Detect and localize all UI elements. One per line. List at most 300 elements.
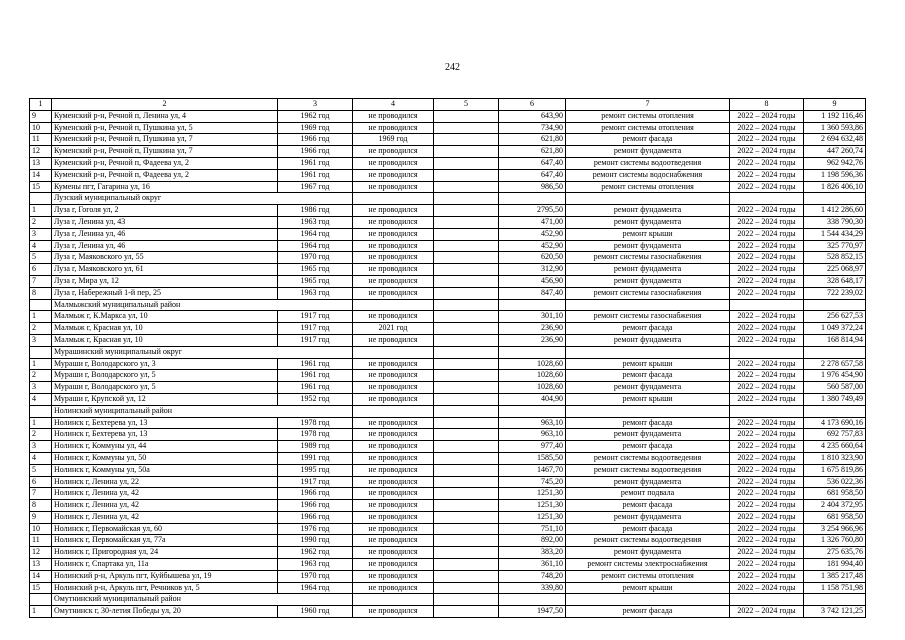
table-row (30, 323, 866, 335)
work-type-cell: ремонт системы отопления (566, 181, 730, 193)
row-number-cell: 3 (30, 441, 52, 453)
cost-cell: 4 173 690,16 (804, 417, 866, 429)
construction-year-cell: 1961 год (278, 370, 353, 382)
construction-year-cell: 1970 год (278, 252, 353, 264)
address-cell: Луза г, Набережный 1-й пер, 25 (52, 287, 278, 299)
area-cell: 404,90 (499, 393, 566, 405)
work-type-cell: ремонт фасада (566, 500, 730, 512)
construction-year-cell: 1970 год (278, 570, 353, 582)
period-cell: 2022 – 2024 годы (730, 547, 804, 559)
cost-cell: 225 068,97 (804, 264, 866, 276)
address-cell: Луза г, Маяковского ул, 55 (52, 252, 278, 264)
column-5-cell (434, 264, 499, 276)
table-row (30, 358, 866, 370)
section-empty-cell (566, 594, 730, 606)
address-cell: Нолинск г, Первомайская ул, 60 (52, 523, 278, 535)
last-repair-cell: не проводился (353, 358, 434, 370)
work-type-cell: ремонт фундамента (566, 511, 730, 523)
table-row (30, 370, 866, 382)
cost-cell: 256 627,53 (804, 311, 866, 323)
address-cell: Нолинск г, Коммуны ул, 50а (52, 464, 278, 476)
table-row (30, 488, 866, 500)
table-row (30, 382, 866, 394)
cost-cell: 1 826 406,10 (804, 181, 866, 193)
last-repair-cell: не проводился (353, 240, 434, 252)
area-cell: 1467,70 (499, 464, 566, 476)
last-repair-cell: не проводился (353, 110, 434, 122)
header-cell: 8 (730, 99, 804, 111)
row-number-cell: 3 (30, 228, 52, 240)
address-cell: Малмыж г, Красная ул, 10 (52, 323, 278, 335)
work-type-cell: ремонт фундамента (566, 334, 730, 346)
last-repair-cell: не проводился (353, 252, 434, 264)
column-5-cell (434, 275, 499, 287)
last-repair-cell: не проводился (353, 311, 434, 323)
construction-year-cell: 1961 год (278, 169, 353, 181)
section-empty-cell (353, 346, 434, 358)
construction-year-cell: 1965 год (278, 264, 353, 276)
cost-cell: 1 675 819,86 (804, 464, 866, 476)
work-type-cell: ремонт системы водоотведения (566, 535, 730, 547)
row-number-cell: 15 (30, 582, 52, 594)
period-cell: 2022 – 2024 годы (730, 287, 804, 299)
section-empty-cell (353, 594, 434, 606)
section-empty-cell (804, 405, 866, 417)
cost-cell: 528 852,15 (804, 252, 866, 264)
column-5-cell (434, 169, 499, 181)
construction-year-cell: 1964 год (278, 582, 353, 594)
period-cell: 2022 – 2024 годы (730, 523, 804, 535)
column-5-cell (434, 429, 499, 441)
construction-year-cell: 1960 год (278, 606, 353, 618)
row-number-cell: 1 (30, 606, 52, 618)
construction-year-cell: 1991 год (278, 452, 353, 464)
section-empty-cell (730, 346, 804, 358)
construction-year-cell: 1964 год (278, 240, 353, 252)
section-empty-cell (730, 193, 804, 205)
table-row (30, 393, 866, 405)
section-empty-cell (353, 299, 434, 311)
work-type-cell: ремонт фундамента (566, 547, 730, 559)
area-cell: 751,10 (499, 523, 566, 535)
section-empty-cell (434, 346, 499, 358)
construction-year-cell: 1966 год (278, 146, 353, 158)
last-repair-cell: не проводился (353, 452, 434, 464)
area-cell: 456,90 (499, 275, 566, 287)
section-empty-cell (353, 193, 434, 205)
cost-cell: 692 757,83 (804, 429, 866, 441)
work-type-cell: ремонт системы отопления (566, 110, 730, 122)
area-cell: 986,50 (499, 181, 566, 193)
address-cell: Луза г, Мира ул, 12 (52, 275, 278, 287)
work-type-cell: ремонт фундамента (566, 240, 730, 252)
table-body (30, 99, 866, 618)
address-cell: Мураши г, Володарского ул, 3 (52, 358, 278, 370)
last-repair-cell: не проводился (353, 228, 434, 240)
last-repair-cell: не проводился (353, 382, 434, 394)
last-repair-cell: не проводился (353, 464, 434, 476)
construction-year-cell: 1966 год (278, 134, 353, 146)
cost-cell: 560 587,00 (804, 382, 866, 394)
period-cell: 2022 – 2024 годы (730, 606, 804, 618)
last-repair-cell: не проводился (353, 429, 434, 441)
row-number-cell: 13 (30, 559, 52, 571)
area-cell: 1947,50 (499, 606, 566, 618)
cost-cell: 4 235 660,64 (804, 441, 866, 453)
area-cell: 963,10 (499, 429, 566, 441)
area-cell: 1028,60 (499, 370, 566, 382)
row-number-cell: 10 (30, 122, 52, 134)
construction-year-cell: 1995 год (278, 464, 353, 476)
area-cell: 361,10 (499, 559, 566, 571)
construction-year-cell: 1976 год (278, 523, 353, 535)
section-title: Омутнинский муниципальный район (52, 594, 353, 606)
period-cell: 2022 – 2024 годы (730, 393, 804, 405)
address-cell: Омутнинск г, 30-летия Победы ул, 20 (52, 606, 278, 618)
column-5-cell (434, 370, 499, 382)
area-cell: 1251,30 (499, 500, 566, 512)
address-cell: Нолинск г, Пригородная ул, 24 (52, 547, 278, 559)
table-row (30, 181, 866, 193)
column-5-cell (434, 216, 499, 228)
row-number-cell: 1 (30, 358, 52, 370)
last-repair-cell: не проводился (353, 181, 434, 193)
area-cell: 963,10 (499, 417, 566, 429)
area-cell: 236,90 (499, 334, 566, 346)
column-5-cell (434, 228, 499, 240)
last-repair-cell: не проводился (353, 146, 434, 158)
address-cell: Малмыж г, К.Маркса ул, 10 (52, 311, 278, 323)
area-cell: 643,90 (499, 110, 566, 122)
construction-year-cell: 1962 год (278, 110, 353, 122)
table-row (30, 523, 866, 535)
work-type-cell: ремонт системы газоснабжения (566, 287, 730, 299)
work-type-cell: ремонт фундамента (566, 205, 730, 217)
row-number-cell: 4 (30, 452, 52, 464)
period-cell: 2022 – 2024 годы (730, 311, 804, 323)
table-row (30, 511, 866, 523)
address-cell: Луза г, Ленина ул, 46 (52, 228, 278, 240)
header-cell: 3 (278, 99, 353, 111)
cost-cell: 1 326 760,80 (804, 535, 866, 547)
row-number-cell: 15 (30, 181, 52, 193)
address-cell: Нолинск г, Ленина ул, 42 (52, 511, 278, 523)
table-row (30, 110, 866, 122)
work-type-cell: ремонт крыши (566, 358, 730, 370)
cost-cell: 1 158 751,98 (804, 582, 866, 594)
last-repair-cell: не проводился (353, 547, 434, 559)
address-cell: Куменский р-н, Речной п, Фадеева ул, 2 (52, 169, 278, 181)
construction-year-cell: 1917 год (278, 311, 353, 323)
column-5-cell (434, 441, 499, 453)
work-type-cell: ремонт системы газоснабжения (566, 252, 730, 264)
row-number-cell: 2 (30, 216, 52, 228)
column-5-cell (434, 252, 499, 264)
cost-cell: 1 380 749,49 (804, 393, 866, 405)
period-cell: 2022 – 2024 годы (730, 559, 804, 571)
column-5-cell (434, 323, 499, 335)
construction-year-cell: 1963 год (278, 559, 353, 571)
row-number-cell: 12 (30, 146, 52, 158)
address-cell: Мураши г, Крупской ул, 12 (52, 393, 278, 405)
table-row (30, 146, 866, 158)
area-cell: 383,20 (499, 547, 566, 559)
table-row (30, 464, 866, 476)
address-cell: Нолинск г, Бехтерева ул, 13 (52, 429, 278, 441)
section-row (30, 346, 866, 358)
address-cell: Нолинск г, Бехтерева ул, 13 (52, 417, 278, 429)
construction-year-cell: 1917 год (278, 334, 353, 346)
row-number-cell: 4 (30, 240, 52, 252)
cost-cell: 168 814,94 (804, 334, 866, 346)
section-empty-cell (804, 594, 866, 606)
period-cell: 2022 – 2024 годы (730, 582, 804, 594)
column-5-cell (434, 559, 499, 571)
period-cell: 2022 – 2024 годы (730, 323, 804, 335)
last-repair-cell: не проводился (353, 287, 434, 299)
work-type-cell: ремонт системы газоснабжения (566, 311, 730, 323)
row-number-cell: 12 (30, 547, 52, 559)
section-row (30, 594, 866, 606)
area-cell: 977,40 (499, 441, 566, 453)
last-repair-cell: не проводился (353, 216, 434, 228)
section-empty-cell (499, 299, 566, 311)
cost-cell: 1 976 454,90 (804, 370, 866, 382)
work-type-cell: ремонт фасада (566, 523, 730, 535)
row-number-cell: 7 (30, 488, 52, 500)
column-5-cell (434, 417, 499, 429)
area-cell: 236,90 (499, 323, 566, 335)
table-row (30, 311, 866, 323)
cost-cell: 3 742 121,25 (804, 606, 866, 618)
period-cell: 2022 – 2024 годы (730, 464, 804, 476)
construction-year-cell: 1978 год (278, 429, 353, 441)
column-5-cell (434, 464, 499, 476)
row-number-cell: 10 (30, 523, 52, 535)
column-5-cell (434, 157, 499, 169)
work-type-cell: ремонт фасада (566, 441, 730, 453)
column-5-cell (434, 110, 499, 122)
last-repair-cell: не проводился (353, 370, 434, 382)
period-cell: 2022 – 2024 годы (730, 134, 804, 146)
row-number-cell: 14 (30, 169, 52, 181)
address-cell: Нолинск г, Ленина ул, 22 (52, 476, 278, 488)
area-cell: 647,40 (499, 157, 566, 169)
address-cell: Луза г, Ленина ул, 43 (52, 216, 278, 228)
area-cell: 1028,60 (499, 382, 566, 394)
cost-cell: 1 192 116,46 (804, 110, 866, 122)
address-cell: Нолинский р-н, Аркуль пгт, Куйбышева ул, 19 (52, 570, 278, 582)
last-repair-cell: не проводился (353, 582, 434, 594)
cost-cell: 1 049 372,24 (804, 323, 866, 335)
address-cell: Нолинск г, Коммуны ул, 50 (52, 452, 278, 464)
section-empty-cell (434, 193, 499, 205)
cost-cell: 681 958,50 (804, 511, 866, 523)
address-cell: Малмыж г, Красная ул, 10 (52, 334, 278, 346)
section-spacer-cell (30, 299, 52, 311)
row-number-cell: 11 (30, 535, 52, 547)
area-cell: 312,90 (499, 264, 566, 276)
construction-year-cell: 1917 год (278, 476, 353, 488)
cost-cell: 1 412 286,60 (804, 205, 866, 217)
section-row (30, 299, 866, 311)
capital-repair-table (29, 98, 866, 618)
construction-year-cell: 1963 год (278, 287, 353, 299)
header-cell: 6 (499, 99, 566, 111)
period-cell: 2022 – 2024 годы (730, 382, 804, 394)
table-row (30, 216, 866, 228)
column-5-cell (434, 358, 499, 370)
work-type-cell: ремонт системы водоотведения (566, 464, 730, 476)
table-row (30, 287, 866, 299)
section-empty-cell (566, 346, 730, 358)
work-type-cell: ремонт фундамента (566, 476, 730, 488)
table-row (30, 582, 866, 594)
area-cell: 301,10 (499, 311, 566, 323)
row-number-cell: 7 (30, 275, 52, 287)
column-5-cell (434, 122, 499, 134)
cost-cell: 3 254 966,96 (804, 523, 866, 535)
row-number-cell: 11 (30, 134, 52, 146)
period-cell: 2022 – 2024 годы (730, 169, 804, 181)
address-cell: Нолинск г, Спартака ул, 11а (52, 559, 278, 571)
address-cell: Нолинск г, Ленина ул, 42 (52, 500, 278, 512)
section-empty-cell (566, 299, 730, 311)
last-repair-cell: 1969 год (353, 134, 434, 146)
work-type-cell: ремонт крыши (566, 228, 730, 240)
period-cell: 2022 – 2024 годы (730, 157, 804, 169)
area-cell: 748,20 (499, 570, 566, 582)
area-cell: 847,40 (499, 287, 566, 299)
area-cell: 1251,30 (499, 511, 566, 523)
header-cell: 5 (434, 99, 499, 111)
table-row (30, 169, 866, 181)
cost-cell: 1 360 593,86 (804, 122, 866, 134)
last-repair-cell: не проводился (353, 570, 434, 582)
cost-cell: 275 635,76 (804, 547, 866, 559)
period-cell: 2022 – 2024 годы (730, 511, 804, 523)
construction-year-cell: 1961 год (278, 358, 353, 370)
period-cell: 2022 – 2024 годы (730, 264, 804, 276)
row-number-cell: 3 (30, 334, 52, 346)
column-5-cell (434, 382, 499, 394)
period-cell: 2022 – 2024 годы (730, 535, 804, 547)
last-repair-cell: не проводился (353, 511, 434, 523)
section-empty-cell (804, 193, 866, 205)
work-type-cell: ремонт фасада (566, 134, 730, 146)
work-type-cell: ремонт фундамента (566, 429, 730, 441)
construction-year-cell: 1966 год (278, 488, 353, 500)
address-cell: Мураши г, Володарского ул, 5 (52, 382, 278, 394)
table-row (30, 275, 866, 287)
period-cell: 2022 – 2024 годы (730, 252, 804, 264)
period-cell: 2022 – 2024 годы (730, 181, 804, 193)
row-number-cell: 9 (30, 110, 52, 122)
address-cell: Нолинский р-н, Аркуль пгт, Речников ул, 5 (52, 582, 278, 594)
area-cell: 620,50 (499, 252, 566, 264)
column-5-cell (434, 511, 499, 523)
row-number-cell: 2 (30, 370, 52, 382)
last-repair-cell: не проводился (353, 441, 434, 453)
section-spacer-cell (30, 193, 52, 205)
header-row (30, 99, 866, 111)
table-row (30, 606, 866, 618)
period-cell: 2022 – 2024 годы (730, 452, 804, 464)
area-cell: 1585,50 (499, 452, 566, 464)
table-row (30, 559, 866, 571)
header-cell: 1 (30, 99, 52, 111)
table-row (30, 240, 866, 252)
last-repair-cell: не проводился (353, 559, 434, 571)
work-type-cell: ремонт системы водоотведения (566, 452, 730, 464)
construction-year-cell: 1952 год (278, 393, 353, 405)
work-type-cell: ремонт крыши (566, 582, 730, 594)
section-empty-cell (730, 299, 804, 311)
table-row (30, 535, 866, 547)
address-cell: Луза г, Маяковского ул, 61 (52, 264, 278, 276)
work-type-cell: ремонт крыши (566, 393, 730, 405)
last-repair-cell: не проводился (353, 500, 434, 512)
area-cell: 2795,50 (499, 205, 566, 217)
period-cell: 2022 – 2024 годы (730, 216, 804, 228)
section-title: Малмыжский муниципальный район (52, 299, 353, 311)
construction-year-cell: 1990 год (278, 535, 353, 547)
row-number-cell: 1 (30, 417, 52, 429)
table-row (30, 429, 866, 441)
area-cell: 621,80 (499, 146, 566, 158)
area-cell: 892,00 (499, 535, 566, 547)
period-cell: 2022 – 2024 годы (730, 476, 804, 488)
column-5-cell (434, 606, 499, 618)
section-row (30, 193, 866, 205)
address-cell: Куменский р-н, Речной п, Пушкина ул, 5 (52, 122, 278, 134)
work-type-cell: ремонт системы водоотведения (566, 157, 730, 169)
section-empty-cell (566, 193, 730, 205)
cost-cell: 1 544 434,29 (804, 228, 866, 240)
area-cell: 745,20 (499, 476, 566, 488)
area-cell: 621,80 (499, 134, 566, 146)
cost-cell: 325 770,97 (804, 240, 866, 252)
cost-cell: 722 239,02 (804, 287, 866, 299)
construction-year-cell: 1962 год (278, 547, 353, 559)
section-spacer-cell (30, 346, 52, 358)
row-number-cell: 13 (30, 157, 52, 169)
address-cell: Нолинск г, Ленина ул, 42 (52, 488, 278, 500)
header-cell: 7 (566, 99, 730, 111)
row-number-cell: 8 (30, 500, 52, 512)
period-cell: 2022 – 2024 годы (730, 110, 804, 122)
work-type-cell: ремонт фундамента (566, 264, 730, 276)
period-cell: 2022 – 2024 годы (730, 500, 804, 512)
work-type-cell: ремонт фундамента (566, 382, 730, 394)
table-row (30, 157, 866, 169)
work-type-cell: ремонт фундамента (566, 275, 730, 287)
area-cell: 647,40 (499, 169, 566, 181)
column-5-cell (434, 500, 499, 512)
area-cell: 471,00 (499, 216, 566, 228)
construction-year-cell: 1965 год (278, 275, 353, 287)
construction-year-cell: 1978 год (278, 417, 353, 429)
cost-cell: 2 278 657,58 (804, 358, 866, 370)
cost-cell: 1 810 323,90 (804, 452, 866, 464)
cost-cell: 681 958,50 (804, 488, 866, 500)
section-empty-cell (730, 594, 804, 606)
row-number-cell: 5 (30, 464, 52, 476)
address-cell: Нолинск г, Первомайская ул, 77а (52, 535, 278, 547)
address-cell: Куменский р-н, Речной п, Пушкина ул, 7 (52, 134, 278, 146)
address-cell: Куменский р-н, Речной п, Фадеева ул, 2 (52, 157, 278, 169)
row-number-cell: 1 (30, 311, 52, 323)
